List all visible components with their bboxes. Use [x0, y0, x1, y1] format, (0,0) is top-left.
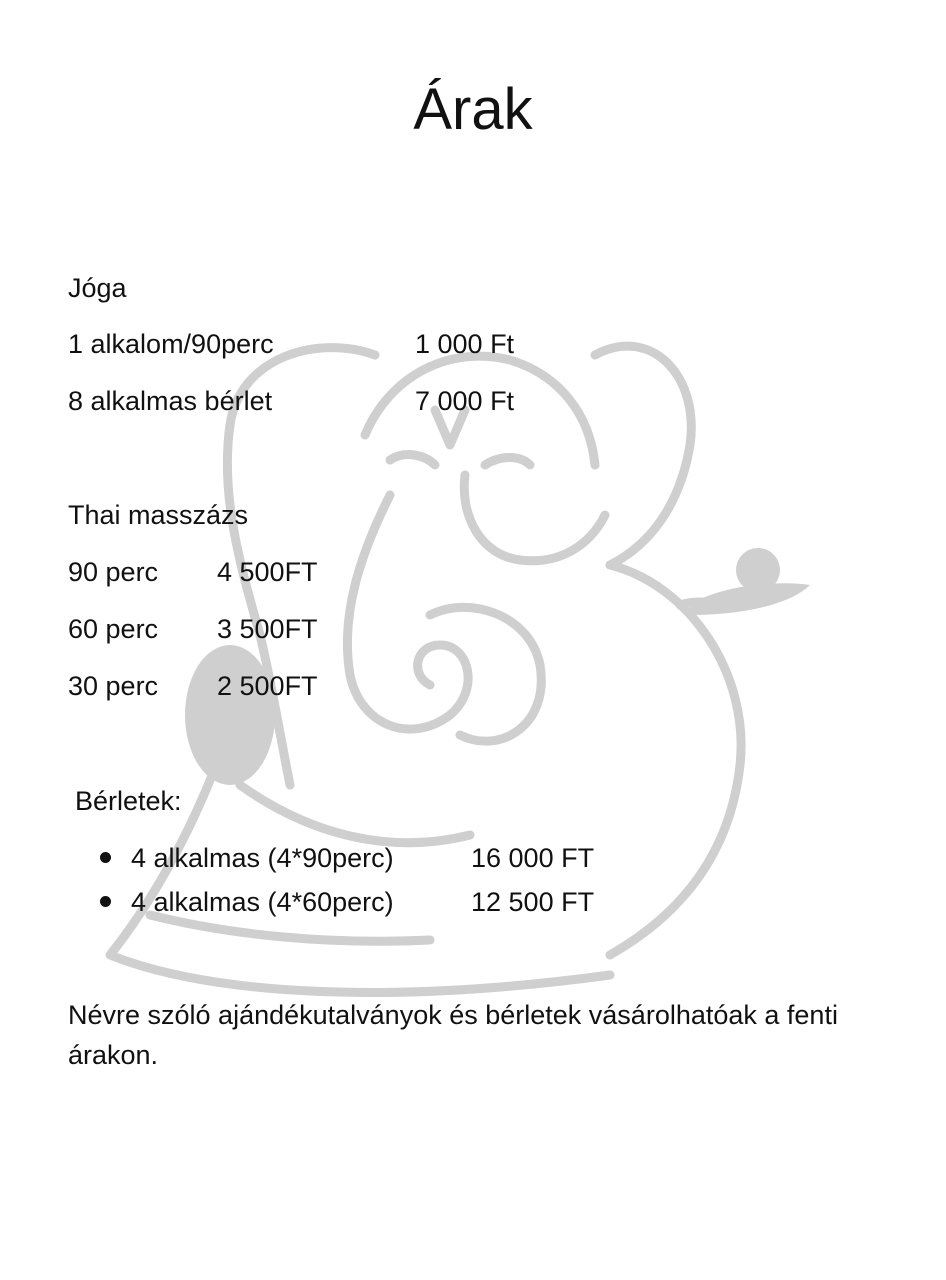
joga-row-price: 1 000 Ft: [415, 329, 515, 359]
thai-row-label: 30 perc: [68, 671, 159, 701]
berlet-price: 12 500 FT: [471, 887, 595, 917]
joga-row: [68, 324, 668, 364]
berlet-label: 4 alkalmas (4*90perc): [131, 843, 394, 873]
page-title: Árak: [413, 77, 533, 142]
bullet-icon: [100, 852, 111, 863]
berlet-label: 4 alkalmas (4*60perc): [131, 887, 394, 917]
joga-heading: Jóga: [68, 273, 127, 303]
joga-row-label: 1 alkalom/90perc: [68, 329, 274, 359]
berlet-price: 16 000 FT: [471, 843, 595, 873]
joga-row-price: 7 000 Ft: [415, 386, 515, 416]
thai-row-label: 60 perc: [68, 614, 159, 644]
thai-row-label: 90 perc: [68, 557, 159, 587]
berletek-heading: Bérletek:: [75, 786, 182, 816]
thai-heading: Thai masszázs: [68, 500, 249, 530]
joga-row-label: 8 alkalmas bérlet: [68, 386, 273, 416]
joga-row: [68, 381, 668, 421]
thai-row-price: 3 500FT: [217, 614, 318, 644]
thai-row-price: 4 500FT: [217, 557, 318, 587]
thai-row: [68, 552, 468, 592]
bullet-icon: [100, 896, 111, 907]
thai-row: [68, 609, 468, 649]
gift-voucher-note: Névre szóló ajándékutalványok és bérletek vásárolhatóak a fenti árakon.: [68, 1000, 838, 1070]
thai-row-price: 2 500FT: [217, 671, 318, 701]
thai-row: [68, 666, 468, 706]
